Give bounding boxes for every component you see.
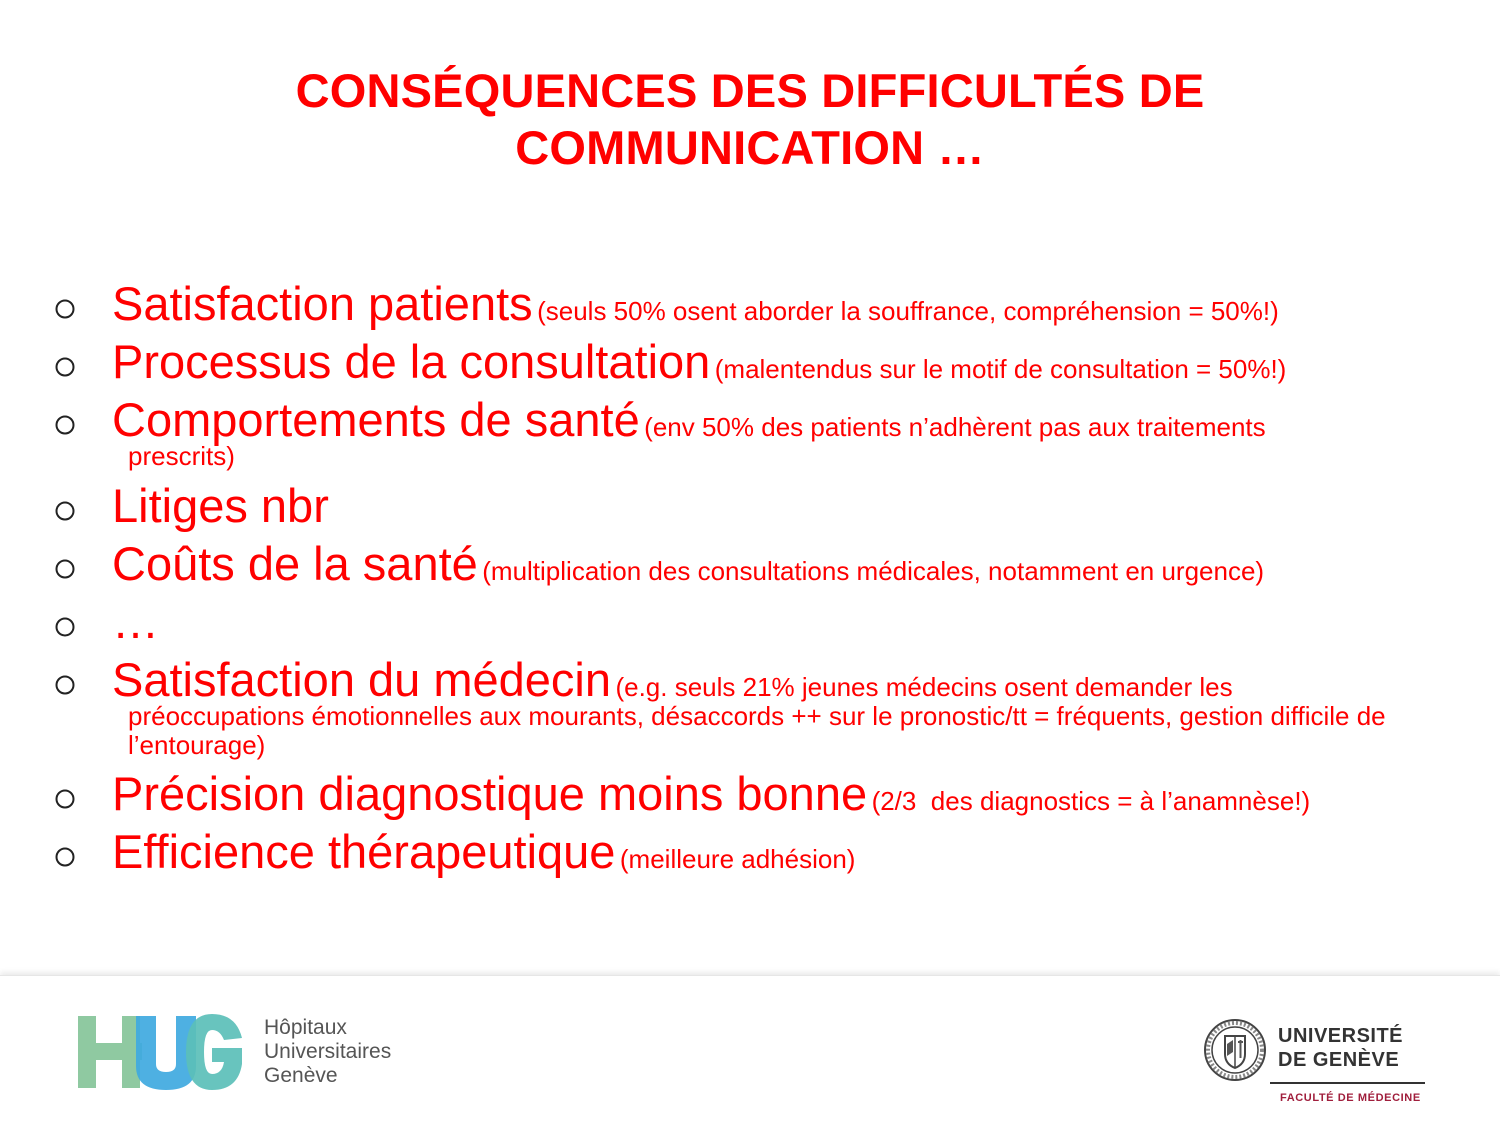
university-seal-icon bbox=[1203, 1018, 1267, 1082]
hollow-circle-icon bbox=[54, 846, 76, 868]
item-detail-text: (e.g. seuls 21% jeunes médecins osent demander les bbox=[615, 672, 1233, 702]
item-detail-continuation: préoccupations émotionnelles aux mourants, désaccords ++ sur le pronostic/tt = fréquents, gestion difficile de l’entourage) bbox=[128, 701, 1386, 760]
item-detail-text: (meilleure adhésion) bbox=[619, 844, 856, 874]
unige-name bbox=[1278, 1024, 1403, 1072]
item-main-text: Comportements de santé bbox=[112, 393, 640, 446]
hollow-circle-icon bbox=[54, 788, 76, 810]
item-main-text: Efficience thérapeutique bbox=[112, 825, 616, 878]
hug-name-line: Universitaires bbox=[264, 1040, 392, 1063]
item-detail-text: (seuls 50% osent aborder la souffrance, compréhension = 50%!) bbox=[537, 296, 1279, 326]
item-detail-text: (env 50% des patients n’adhèrent pas aux traitements bbox=[644, 412, 1266, 442]
slide-title bbox=[0, 62, 1500, 176]
item-main-text: Litiges nbr bbox=[112, 479, 329, 532]
item-main-text: Satisfaction du médecin bbox=[112, 653, 612, 706]
hollow-circle-icon bbox=[54, 500, 76, 522]
hug-name-line: Genève bbox=[264, 1064, 338, 1087]
hollow-circle-icon bbox=[54, 356, 76, 378]
hug-logo-icon bbox=[78, 1014, 244, 1090]
list-item bbox=[52, 278, 1472, 336]
list-item bbox=[52, 538, 1472, 596]
hollow-circle-icon bbox=[54, 558, 76, 580]
unige-name-line: DE GENÈVE bbox=[1278, 1049, 1400, 1071]
list-item bbox=[52, 768, 1472, 826]
hollow-circle-icon bbox=[54, 616, 76, 638]
list-item bbox=[52, 596, 1472, 654]
item-main-text: Coûts de la santé bbox=[112, 537, 478, 590]
item-detail-text: (malentendus sur le motif de consultation = 50%!) bbox=[714, 354, 1287, 384]
list-item bbox=[52, 654, 1472, 768]
unige-faculty: FACULTÉ DE MÉDECINE bbox=[1280, 1092, 1421, 1104]
item-main-text: Satisfaction patients bbox=[112, 277, 533, 330]
footer-bar bbox=[0, 975, 1500, 1126]
hug-name-line: Hôpitaux bbox=[264, 1016, 347, 1039]
list-item bbox=[52, 394, 1472, 480]
hollow-circle-icon bbox=[54, 674, 76, 696]
item-main-text: … bbox=[112, 595, 159, 648]
unige-divider bbox=[1270, 1082, 1425, 1084]
hollow-circle-icon bbox=[54, 414, 76, 436]
slide-title-line-2: COMMUNICATION … bbox=[515, 121, 985, 174]
hollow-circle-icon bbox=[54, 298, 76, 320]
list-item bbox=[52, 336, 1472, 394]
slide-title-line-1: CONSÉQUENCES DES DIFFICULTÉS DE bbox=[295, 64, 1205, 117]
bullet-list bbox=[52, 278, 1472, 884]
item-detail-continuation: prescrits) bbox=[128, 441, 235, 471]
list-item bbox=[52, 480, 1472, 538]
item-main-text: Précision diagnostique moins bonne bbox=[112, 767, 868, 820]
item-detail-text: (multiplication des consultations médicales, notamment en urgence) bbox=[482, 556, 1265, 586]
unige-name-line: UNIVERSITÉ bbox=[1278, 1025, 1404, 1047]
list-item bbox=[52, 826, 1472, 884]
item-detail-text: (2/3 des diagnostics = à l’anamnèse!) bbox=[871, 786, 1311, 816]
item-main-text: Processus de la consultation bbox=[112, 335, 711, 388]
hug-name bbox=[264, 1016, 391, 1088]
